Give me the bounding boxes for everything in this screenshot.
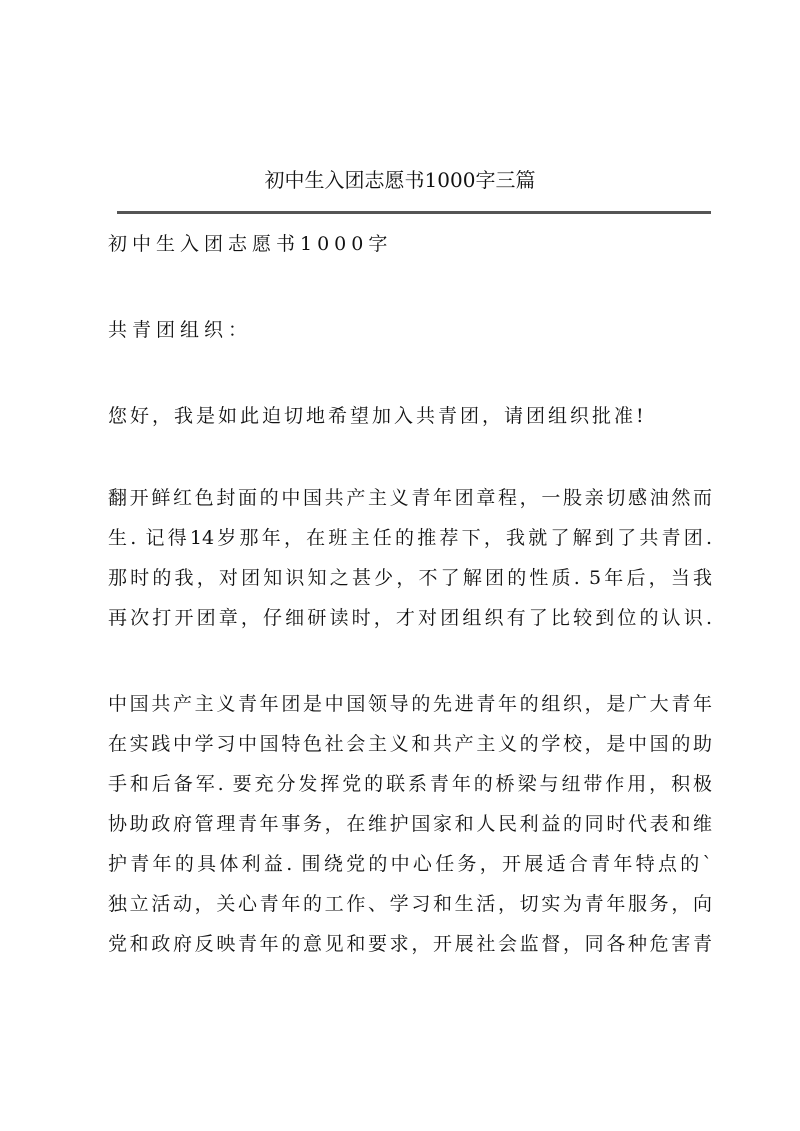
salutation: 共青团组织： (108, 319, 253, 341)
paragraph-line: 生. 记得14岁那年，在班主任的推荐下，我就了解到了共青团. (108, 527, 712, 549)
greeting: 您好，我是如此迫切地希望加入共青团，请团组织批准! (108, 405, 647, 427)
paragraph-line: 护青年的具体利益. 围绕党的中心任务，开展适合青年特点的` (108, 853, 712, 875)
paragraph-line: 中国共产主义青年团是中国领导的先进青年的组织，是广大青年 (108, 693, 712, 715)
paragraph-line: 党和政府反映青年的意见和要求，开展社会监督，同各种危害青 (108, 933, 712, 955)
section-heading: 初中生入团志愿书1000字 (108, 233, 393, 255)
paragraph-line: 再次打开团章，仔细研读时，才对团组织有了比较到位的认识. (108, 607, 712, 629)
document-title: 初中生入团志愿书1000字三篇 (264, 168, 536, 192)
paragraph-line: 翻开鲜红色封面的中国共产主义青年团章程，一股亲切感油然而 (108, 487, 712, 509)
title-divider (117, 211, 711, 214)
paragraph-line: 协助政府管理青年事务，在维护国家和人民利益的同时代表和维 (108, 813, 712, 835)
paragraph-line: 那时的我，对团知识知之甚少，不了解团的性质. 5年后，当我 (108, 567, 712, 589)
paragraph-line: 手和后备军. 要充分发挥党的联系青年的桥梁与纽带作用，积极 (108, 773, 712, 795)
paragraph-line: 在实践中学习中国特色社会主义和共产主义的学校，是中国的助 (108, 733, 712, 755)
paragraph-line: 独立活动，关心青年的工作、学习和生活，切实为青年服务，向 (108, 893, 712, 915)
